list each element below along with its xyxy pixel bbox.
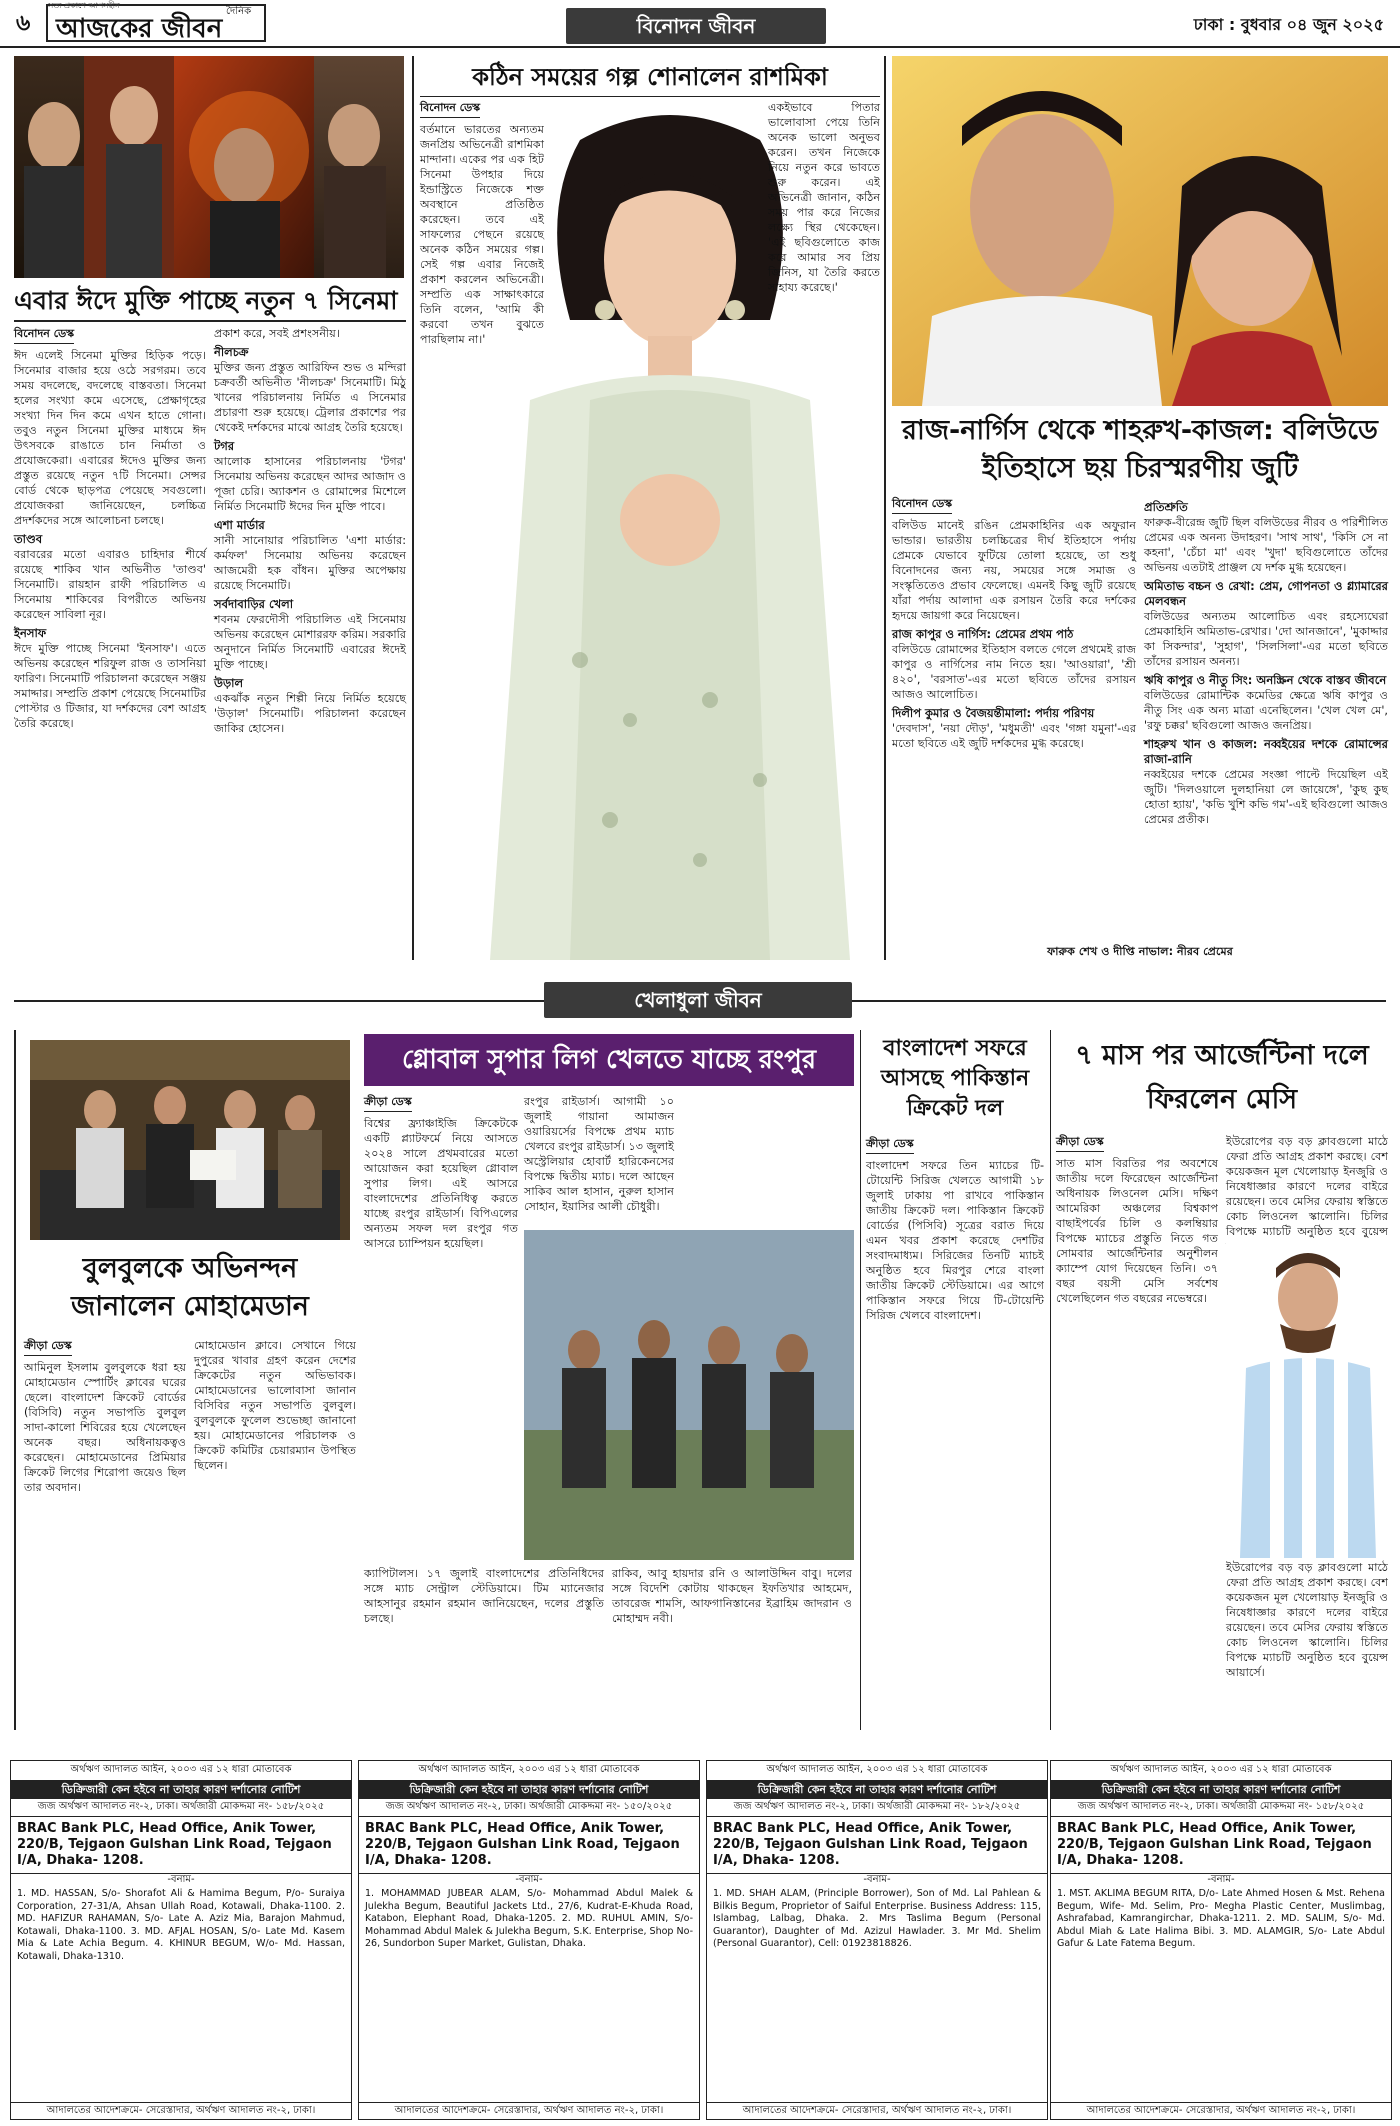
notice-versus: -বনাম-	[167, 1873, 195, 1885]
notice-law-ref: অর্থঋণ আদালত আইন, ২০০৩ এর ১২ ধারা মোতাবেক	[707, 1761, 1047, 1781]
eid-column-2	[214, 326, 406, 960]
bollywood-sub-dilip: দিলীপ কুমার ও বৈজয়ন্তীমালা: পর্দায় পরিণয়	[892, 706, 1095, 720]
section-sports: খেলাধুলা জীবন	[544, 982, 852, 1018]
bollywood-column-1	[892, 496, 1136, 960]
section-entertainment: বিনোদন জীবন	[566, 8, 826, 44]
logo-text: আজকের জীবন	[56, 14, 223, 44]
eid-headline: এবার ঈদে মুক্তি পাচ্ছে নতুন ৭ সিনেমা	[14, 286, 398, 315]
mohammedan-byline: ক্রীড়া ডেস্ক	[24, 1338, 72, 1356]
bollywood-headline: রাজ-নার্গিস থেকে শাহরুখ-কাজল: বলিউডে ইতিহাসে ছয় চিরস্মরণীয় জুটি	[902, 415, 1378, 484]
bollywood-sub-srk-kajol: শাহরুখ খান ও কাজল: নব্বইয়ের দশকে রোমান্সের রাজা-রানি	[1144, 737, 1388, 766]
notice-case-no: জজ অর্থঋণ আদালত নং-২, ঢাকা। অর্থজারী মোকদ্দমা নং- ১৮২/২০২৫	[707, 1799, 1047, 1817]
rashmika-para-1: বর্তমানে ভারতের অন্যতম জনপ্রিয় অভিনেত্রী রাশমিকা মান্দানা। একের পর এক হিট সিনেমা উপহার দিয়ে ইন্ডাস্ট্রিতে নিজেকে শক্ত অবস্থানে প্রতিষ্ঠিত করেছেন। তবে এই সাফল্যের পেছনে রয়েছে অনেক কঠিন সময়ের গল্প। সেই গল্প এবার নিজেই প্রকাশ করলেন অভিনেত্রী। সম্প্রতি এক সাক্ষাৎকারে তিনি বলেন, 'আমি কী করবো তখন বুঝতে পারছিলাম না।'	[420, 123, 544, 346]
rashmika-box-border	[412, 56, 414, 960]
rangpur-team-photo	[524, 1230, 854, 1560]
eid-para-5: মুক্তির জন্য প্রস্তুত আরিফিন শুভ ও মন্দিরা চক্রবর্তী অভিনীত 'নীলচক্র' সিনেমাটি। মিঠু খানের পরিচালনায় নির্মিত এ সিনেমার প্রচারণা শুরু হয়েছে। ট্রেলার প্রকাশের পর থেকেই দর্শকদের মাঝে আগ্রহ তৈরি হয়েছে।	[214, 361, 406, 434]
bollywood-sub-protishruti: প্রতিশ্রুতি	[1144, 500, 1188, 514]
rangpur-para-3: ক্যাপিটালস। ১৭ জুলাই বাংলাদেশের প্রতিনিধিদের সঙ্গে ম্যাচ সেন্ট্রাল স্টেডিয়ামে। টিম ম্যানেজার আহসানুর রহমান রহমান জানিয়েছেন, দলের প্রস্তুতি চলছে।	[364, 1567, 604, 1625]
eid-para-9: একঝাঁক নতুন শিল্পী নিয়ে নির্মিত হয়েছে 'উড়াল' সিনেমাটি। পরিচালনা করেছেন জাকির হোসেন।	[214, 692, 406, 735]
page-header	[0, 0, 1400, 48]
notice-versus: -বনাম-	[863, 1873, 891, 1885]
notice-title: ডিক্রিজারী কেন হইবে না তাহার কারণ দর্শানোর নোটিশ	[11, 1781, 351, 1800]
notice-body: 1. MD. SHAH ALAM, (Principle Borrower), Son of Md. Lal Pahlean & Bilkis Begum, Proprietor of Saiful Enterprise. Business Address: 115, Islambag, Lalbag, Dhaka. 2. Mrs Taslima Begum (Personal Guarantor), Daughter of Md. Azizul Hawlader. 3. Mr Md. Shelim (Personal Guarantor), Cell: 01923818826.	[713, 1888, 1041, 1949]
bollywood-para-5: বলিউডের অন্যতম আলোচিত এবং রহস্যেঘেরা প্রেমকাহিনি অমিতাভ-রেখার। 'দো আনজানে', 'মুকাদ্দার কা সিকন্দার', 'সুহাগ', 'সিলসিলা'-এর মতো ছবিতে তাঁদের রসায়ন অনন্য।	[1144, 610, 1388, 668]
notice-title: ডিক্রিজারী কেন হইবে না তাহার কারণ দর্শানোর নোটিশ	[707, 1781, 1047, 1800]
rashmika-byline: বিনোদন ডেস্ক	[420, 100, 480, 118]
bollywood-para-6: বলিউডের রোমান্টিক কমেডির ক্ষেত্রে ঋষি কাপুর ও নীতু সিং এক অন্য মাত্রা এনেছিলেন। 'খেল খেল মে', 'রফু চক্কর' ছবিগুলো আজও জনপ্রিয়।	[1144, 689, 1388, 732]
issue-date: ঢাকা : বুধবার ০৪ জুন ২০২৫	[1193, 15, 1384, 34]
notice-bank: BRAC Bank PLC, Head Office, Anik Tower, 220/B, Tejgaon Gulshan Link Road, Tejgaon I/A, Dhaka- 1208.	[1051, 1817, 1391, 1874]
rashmika-column-left	[420, 100, 544, 660]
bollywood-sub-amitabh-rekha: অমিতাভ বচ্চন ও রেখা: প্রেম, গোপনতা ও গ্ল্যামারের মেলবন্ধন	[1144, 579, 1388, 608]
eid-para-2: বরাবরের মতো এবারও চাহিদার শীর্ষে রয়েছে শাকিব খান অভিনীত 'তাণ্ডব' সিনেমাটি। রায়হান রাফী পরিচালিত এ সিনেমায় শাকিবের বিপরীতে অভিনয় করেছেন সাবিলা নূর।	[14, 548, 206, 621]
eid-sub-esha: এশা মার্ডার	[214, 518, 265, 532]
bollywood-para-3: 'দেবদাস', 'নয়া দৌড়', 'মধুমতী' এবং 'গঙ্গা যমুনা'-এর মতো ছবিতে এই জুটি দর্শকদের মুগ্ধ করেছে।	[892, 722, 1136, 750]
messi-photo	[1226, 1238, 1388, 1558]
legal-notice-1	[10, 1760, 352, 2120]
messi-column-1	[1056, 1134, 1218, 1730]
pakistan-headline: বাংলাদেশ সফরে আসছে পাকিস্তান ক্রিকেট দল	[880, 1036, 1030, 1121]
notice-versus: -বনাম-	[1207, 1873, 1235, 1885]
notice-bank: BRAC Bank PLC, Head Office, Anik Tower, 220/B, Tejgaon Gulshan Link Road, Tejgaon I/A, Dhaka- 1208.	[11, 1817, 351, 1874]
pakistan-frame-left	[860, 1030, 861, 1730]
rangpur-bottom-1	[364, 1566, 604, 1730]
eid-sub-insaf: ইনসাফ	[14, 626, 47, 640]
notice-body: 1. MOHAMMAD JUBEAR ALAM, S/o- Mohammad Abdul Malek & Julekha Begum, Beautiful Jackets Ltd., 27/6, Kudrat-E-Khuda Road, Katabon, Elephant Road, Dhaka-1205. 2. MD. RUHUL AMIN, S/o- Mohammad Abdul Malek & Julekha Begum, S.K. Enterprise, Shop No- 26, Sundorbon Super Market, Gulistan, Dhaka.	[365, 1888, 693, 1949]
rangpur-para-1: বিশ্বের ফ্র্যাঞ্চাইজি ক্রিকেটকে একটি প্ল্যাটফর্মে নিয়ে আসতে ২০২৪ সালে প্রথমবারের মতো আয়োজন করা হয়েছিল গ্লোবাল সুপার লিগ। এই আসরে বাংলাদেশের প্রতিনিধিত্ব করতে যাচ্ছে রংপুর রাইডার্স। বিপিএলের অন্যতম সফল দল রংপুর গত আসরে চ্যাম্পিয়ন হয়েছিল।	[364, 1117, 518, 1250]
bollywood-para-2: বলিউডে রোমান্সের ইতিহাস বলতে গেলে প্রথমেই রাজ কাপুর ও নার্গিসের নাম নিতে হয়। 'আওয়ারা', 'শ্রী ৪২০', 'বরসাত'-এর মতো ছবিতে তাঁদের রসায়ন আজও আলোচিত।	[892, 643, 1136, 701]
eid-para-4: প্রকাশ করে, সবই প্রশংসনীয়।	[214, 327, 340, 340]
rangpur-byline: ক্রীড়া ডেস্ক	[364, 1094, 412, 1112]
eid-para-8: শবনম ফেরদৌসী পরিচালিত এই সিনেমায় অভিনয় করেছেন মোশাররফ করিম। সরকারি অনুদানে নির্মিত সিনেমাটি এবারের ঈদেই মুক্তি পাচ্ছে।	[214, 613, 406, 671]
rangpur-column-1	[364, 1094, 518, 1424]
pakistan-frame-right	[1050, 1030, 1051, 1730]
messi-para-3: ইউরোপের বড় বড় ক্লাবগুলো মাঠে ফেরা প্রতি আগ্রহ প্রকাশ করছে। বেশ কয়েকজন মূল খেলোয়াড় ইনজুরি ও নিষেধাজ্ঞার কারণে দলের বাইরে রয়েছেন। তবে মেসির ফেরায় স্বস্তিতে কোচ লিওনেল স্কালোনি। চিলির বিপক্ষে ম্যাচটি অনুষ্ঠিত হবে বুয়েন্স আয়ার্সে।	[1226, 1561, 1388, 1679]
mohammedan-frame	[14, 1030, 16, 1730]
bollywood-sub-rishi-neetu: ঋষি কাপুর ও নীতু সিং: অনস্ক্রিন থেকে বাস্তব জীবনে	[1144, 673, 1387, 687]
notice-bank: BRAC Bank PLC, Head Office, Anik Tower, 220/B, Tejgaon Gulshan Link Road, Tejgaon I/A, Dhaka- 1208.	[359, 1817, 699, 1874]
mohammedan-felicitation-photo	[30, 1040, 350, 1240]
rangpur-para-2: রংপুর রাইডার্স। আগামী ১০ জুলাই গায়ানা আমাজন ওয়ারিয়র্সের বিপক্ষে প্রথম ম্যাচ খেলবে রংপুর রাইডার্স। ১৩ জুলাই অস্ট্রেলিয়ার হোবার্ট হারিকেনসের বিপক্ষে দ্বিতীয় ম্যাচ। দলে আছেন সাকিব আল হাসান, নুরুল হাসান সোহান, ইয়াসির আলী চৌধুরী।	[524, 1095, 674, 1213]
notice-body: 1. MD. HASSAN, S/o- Shorafot Ali & Hamima Begum, P/o- Suraiya Corporation, 27-31/A, Ahsan Ullah Road, Kotawali, Dhaka-1100. 2. MD. HAFIZUR RAHAMAN, S/o- Late A. Aziz Mia, Barajon Mahmud, Kotawali, Dhaka-1100. 3. MD. AFJAL HOSAN, S/o- Late Md. Kasem Mia & Late Achia Begum. 4. KHINUR BEGUM, W/o- Md. Hassan, Kotawali, Dhaka-1310.	[17, 1888, 345, 1962]
messi-headline: ৭ মাস পর আর্জেন্টিনা দলে ফিরলেন মেসি	[1075, 1040, 1369, 1115]
notice-footer: আদালতের আদেশক্রমে- সেরেস্তাদার, অর্থঋণ আদালত নং-২, ঢাকা।	[11, 2102, 351, 2120]
mohammedan-para-1: আমিনুল ইসলাম বুলবুলকে ধরা হয় মোহামেডান স্পোর্টিং ক্লাবের ঘরের ছেলে। বাংলাদেশ ক্রিকেট বোর্ডের (বিসিবি) নতুন সভাপতি বুলবুল সাদা-কালো শিবিরের হয়ে খেলেছেন অনেক বছর। অধিনায়কত্বও করেছেন। মোহামেডানের প্রিমিয়ার ক্রিকেট লিগের শিরোপা জয়েও ছিল তার অবদান।	[24, 1361, 186, 1494]
eid-sub-sorbodabari: সর্বদাবাড়ির খেলা	[214, 597, 294, 611]
messi-para-2: ইউরোপের বড় বড় ক্লাবগুলো মাঠে ফেরা প্রতি আগ্রহ প্রকাশ করছে। বেশ কয়েকজন মূল খেলোয়াড় ইনজুরি ও নিষেধাজ্ঞার কারণে দলের বাইরে রয়েছেন। তবে মেসির ফেরায় স্বস্তিতে কোচ লিওনেল স্কালোনি। চিলির বিপক্ষে ম্যাচটি অনুষ্ঠিত হবে বুয়েন্স	[1226, 1135, 1388, 1238]
notice-law-ref: অর্থঋণ আদালত আইন, ২০০৩ এর ১২ ধারা মোতাবেক	[11, 1761, 351, 1781]
pakistan-column	[866, 1136, 1044, 1730]
bollywood-footer: ফারুক শেখ ও দীপ্তি নাভাল: নীরব প্রেমের	[1047, 945, 1233, 958]
rangpur-headline: গ্লোবাল সুপার লিগ খেলতে যাচ্ছে রংপুর	[364, 1034, 854, 1086]
legal-notice-3	[706, 1760, 1048, 2120]
notice-case-no: জজ অর্থঋণ আদালত নং-২, ঢাকা। অর্থজারী মোকদ্দমা নং- ১৫৮/২০২৫	[11, 1799, 351, 1817]
eid-para-3: ঈদে মুক্তি পাচ্ছে সিনেমা 'ইনসাফ'। এতে অভিনয় করেছেন শরিফুল রাজ ও তাসনিয়া ফারিণ। সিনেমাটি পরিচালনা করেছেন সঞ্জয় সমাদ্দার। সম্প্রতি প্রকাশ পেয়েছে সিনেমাটির পোস্টার ও টিজার, যা দর্শকদের বেশ আগ্রহ তৈরি করেছে।	[14, 642, 206, 730]
rangpur-para-4: রাকিব, আবু হায়দার রনি ও আলাউদ্দিন বাবু। দলের সঙ্গে বিদেশি কোটায় থাকছেন ইফতিখার আহমেদ, তাবরেজ শামসি, আফগানিস্তানের ইব্রাহিম জাদরান ও মোহাম্মদ নবী।	[612, 1567, 852, 1625]
rashmika-column-right	[768, 100, 880, 620]
notice-footer: আদালতের আদেশক্রমে- সেরেস্তাদার, অর্থঋণ আদালত নং-২, ঢাকা।	[359, 2102, 699, 2120]
rangpur-bottom-2	[612, 1566, 852, 1730]
mohammedan-column-1	[24, 1338, 186, 1730]
mohammedan-para-2: মোহামেডান ক্লাবে। সেখানে গিয়ে দুপুরের খাবার গ্রহণ করেন দেশের ক্রিকেটের নতুন অভিভাবক। মোহামেডানের ভালোবাসা জানান বিসিবির নতুন সভাপতি বুলবুল। বুলবুলকে ফুলেল শুভেচ্ছা জানানো হয়। মোহামেডানের পরিচালক ও ক্রিকেট কমিটির চেয়ারম্যান উপস্থিত ছিলেন।	[194, 1339, 356, 1472]
notice-footer: আদালতের আদেশক্রমে- সেরেস্তাদার, অর্থঋণ আদালত নং-২, ঢাকা।	[1051, 2102, 1391, 2120]
notice-versus: -বনাম-	[515, 1873, 543, 1885]
mohammedan-headline: বুলবুলকে অভিনন্দন জানালেন মোহামেডান	[71, 1253, 309, 1322]
messi-column-2b	[1226, 1560, 1388, 1730]
notice-footer: আদালতের আদেশক্রমে- সেরেস্তাদার, অর্থঋণ আদালত নং-২, ঢাকা।	[707, 2102, 1047, 2120]
messi-column-2	[1226, 1134, 1388, 1238]
rashmika-box-border-right	[884, 56, 886, 960]
eid-byline: বিনোদন ডেস্ক	[14, 326, 74, 344]
eid-sub-tandob: তাণ্ডব	[14, 532, 43, 546]
bollywood-para-1: বলিউড মানেই রঙিন প্রেমকাহিনির এক অফুরান ভান্ডার। ভারতীয় চলচ্চিত্রের দীর্ঘ ইতিহাসে পর্দায় প্রেমকে যেভাবে ফুটিয়ে তোলা হয়েছে, তা শুধু বিনোদনের জন্য নয়, সময়ের সঙ্গে সমাজ ও সংস্কৃতিতেও প্রভাব ফেলেছে। এমনই কিছু জুটি রয়েছে যাঁরা পর্দায় আলাদা এক রসায়ন তৈরি করে দর্শকের হৃদয়ে জায়গা করে নিয়েছেন।	[892, 519, 1136, 622]
messi-byline: ক্রীড়া ডেস্ক	[1056, 1134, 1104, 1152]
rashmika-para-2: একইভাবে পিতার ভালোবাসা পেয়ে তিনি অনেক ভালো অনুভব করেন। তখন নিজেকে নিয়ে নতুন করে ভাবতে শুরু করেন। এই অভিনেত্রী জানান, কঠিন সময় পার করে নিজের লক্ষ্যে স্থির থেকেছেন। 'এই ছবিগুলোতে কাজ করে আমার সব প্রিয় জিনিস, যা তৈরি করতে সাহায্য করেছে।'	[768, 101, 880, 294]
eid-sub-ural: উড়াল	[214, 676, 244, 690]
page-number: ৬	[16, 11, 31, 36]
srk-kajol-photo	[892, 56, 1388, 406]
notice-case-no: জজ অর্থঋণ আদালত নং-২, ঢাকা। অর্থজারী মোকদ্দমা নং- ১৫৮/২০২৫	[1051, 1799, 1391, 1817]
eid-column-1	[14, 326, 206, 960]
rashmika-headline: কঠিন সময়ের গল্প শোনালেন রাশমিকা	[472, 63, 828, 91]
logo-daily-tag: দৈনিক	[226, 6, 252, 17]
eid-para-7: সানী সানোয়ার পরিচালিত 'এশা মার্ডার: কর্মফল' সিনেমায় অভিনয় করেছেন আজমেরী হক বাঁধন। মুক্তির অপেক্ষায় রয়েছে সিনেমাটি।	[214, 534, 406, 592]
bollywood-para-7: নব্বইয়ের দশকে প্রেমের সংজ্ঞা পাল্টে দিয়েছিল এই জুটি। 'দিলওয়ালে দুলহানিয়া লে জায়েঙ্গে', 'কুছ কুছ হোতা হ্যায়', 'কভি খুশি কভি গম'-এই ছবিগুলো আজও প্রেমের প্রতীক।	[1144, 768, 1388, 826]
eid-para-1: ঈদ এলেই সিনেমা মুক্তির হিড়িক পড়ে। সিনেমার বাজার হয়ে ওঠে সরগরম। তবে সময় বদলেছে, বদলেছে বাস্তবতা। সিনেমা হলের সংখ্যা কমে এসেছে, প্রেক্ষাগৃহের সংখ্যা দিন দিন কমে এখন হাতে গোনা। তবুও নতুন সিনেমা মুক্তির মাধ্যমে ঈদ উৎসবকে রাঙাতে চান নির্মাতা ও প্রযোজকেরা। এবারের ঈদেও মুক্তির জন্য প্রস্তুত রয়েছে নতুন ৭টি সিনেমা। সেন্সর বোর্ড থেকে ছাড়পত্র পেয়েছে সবগুলো। প্রযোজকরা জানিয়েছেন, চলচ্চিত্র প্রদর্শকদের সঙ্গে আলোচনা চলছে।	[14, 349, 206, 527]
eid-movie-posters-image	[14, 56, 404, 278]
bollywood-sub-raj-nargis: রাজ কাপুর ও নার্গিস: প্রেমের প্রথম পাঠ	[892, 627, 1074, 641]
legal-notice-4	[1050, 1760, 1392, 2120]
eid-headline-rule	[14, 320, 406, 322]
pakistan-byline: ক্রীড়া ডেস্ক	[866, 1136, 914, 1154]
pakistan-para-1: বাংলাদেশ সফরে তিন ম্যাচের টি-টোয়েন্টি সিরিজ খেলতে আগামী ১৮ জুলাই ঢাকায় পা রাখবে পাকিস্তান জাতীয় ক্রিকেট দল। পাকিস্তান ক্রিকেট বোর্ডের (পিসিবি) সূত্রের বরাত দিয়ে এমন খবর প্রকাশ করেছে দেশটির সংবাদমাধ্যম। সিরিজের তিনটি ম্যাচই অনুষ্ঠিত হবে মিরপুর শেরে বাংলা জাতীয় ক্রিকেট স্টেডিয়ামে। এর আগে পাকিস্তান সফরে গিয়ে টি-টোয়েন্টি সিরিজ খেলবে বাংলাদেশ।	[866, 1159, 1044, 1322]
notice-title: ডিক্রিজারী কেন হইবে না তাহার কারণ দর্শানোর নোটিশ	[1051, 1781, 1391, 1800]
bollywood-para-4: ফারুক-বীরেন্দ্র জুটি ছিল বলিউডের নীরব ও পরিশীলিত প্রেমের এক অনন্য উদাহরণ। 'সাথ সাথ', 'কিসি সে না কহনা', 'চেঁচা মা' এবং 'খুদা' ছবিগুলোতে তাঁদের অভিনয় এতটাই প্রাঞ্জল যে দর্শক মুগ্ধ হয়েছেন।	[1144, 516, 1388, 574]
notice-law-ref: অর্থঋণ আদালত আইন, ২০০৩ এর ১২ ধারা মোতাবেক	[359, 1761, 699, 1781]
eid-para-6: আলোক হাসানের পরিচালনায় 'টগর' সিনেমায় অভিনয় করেছেন আদর আজাদ ও পূজা চেরি। অ্যাকশন ও রোমান্সের মিশেলে নির্মিত সিনেমাটি ঈদের দিন মুক্তি পাবে।	[214, 455, 407, 513]
notice-law-ref: অর্থঋণ আদালত আইন, ২০০৩ এর ১২ ধারা মোতাবেক	[1051, 1761, 1391, 1781]
logo-slogan: সত্য প্রকাশে আপসহীন	[48, 1, 120, 10]
eid-sub-togor: টগর	[214, 439, 235, 453]
messi-para-1: সাত মাস বিরতির পর অবশেষে জাতীয় দলে ফিরেছেন আর্জেন্টিনা অধিনায়ক লিওনেল মেসি। দক্ষিণ আমেরিকা অঞ্চলের বিশ্বকাপ বাছাইপর্বের চিলি ও কলম্বিয়ার বিপক্ষে ম্যাচের প্রস্তুতি নিতে গত সোমবার আর্জেন্টিনার অনুশীলন ক্যাম্পে যোগ দিয়েছেন তিনি। ৩৭ বছর বয়সী মেসি সর্বশেষ খেলেছিলেন গত বছরের নভেম্বরে।	[1056, 1157, 1218, 1305]
notice-body: 1. MST. AKLIMA BEGUM RITA, D/o- Late Ahmed Hosen & Mst. Rehena Begum, Wife- Md. Selim, Pro- Megha Plastic Center, Muslimbag, Ashrafabad, Kamrangirchar, Dhaka-1211. 2. MD. SALIM, S/o- Md. Abdul Miah & Late Halima Bibi. 3. MD. ALAMGIR, S/o- Late Abdul Gafur & Late Fatema Begum.	[1057, 1888, 1385, 1949]
notice-case-no: জজ অর্থঋণ আদালত নং-২, ঢাকা। অর্থজারী মোকদ্দমা নং- ১৫০/২০২৫	[359, 1799, 699, 1817]
legal-notice-2	[358, 1760, 700, 2120]
eid-sub-nilchakra: নীলচক্র	[214, 345, 249, 359]
notice-bank: BRAC Bank PLC, Head Office, Anik Tower, 220/B, Tejgaon Gulshan Link Road, Tejgaon I/A, Dhaka- 1208.	[707, 1817, 1047, 1874]
bollywood-byline: বিনোদন ডেস্ক	[892, 496, 952, 514]
bollywood-column-2	[1144, 496, 1388, 960]
notice-title: ডিক্রিজারী কেন হইবে না তাহার কারণ দর্শানোর নোটিশ	[359, 1781, 699, 1800]
rashmika-headline-rule	[420, 96, 880, 97]
mohammedan-column-2	[194, 1338, 356, 1730]
